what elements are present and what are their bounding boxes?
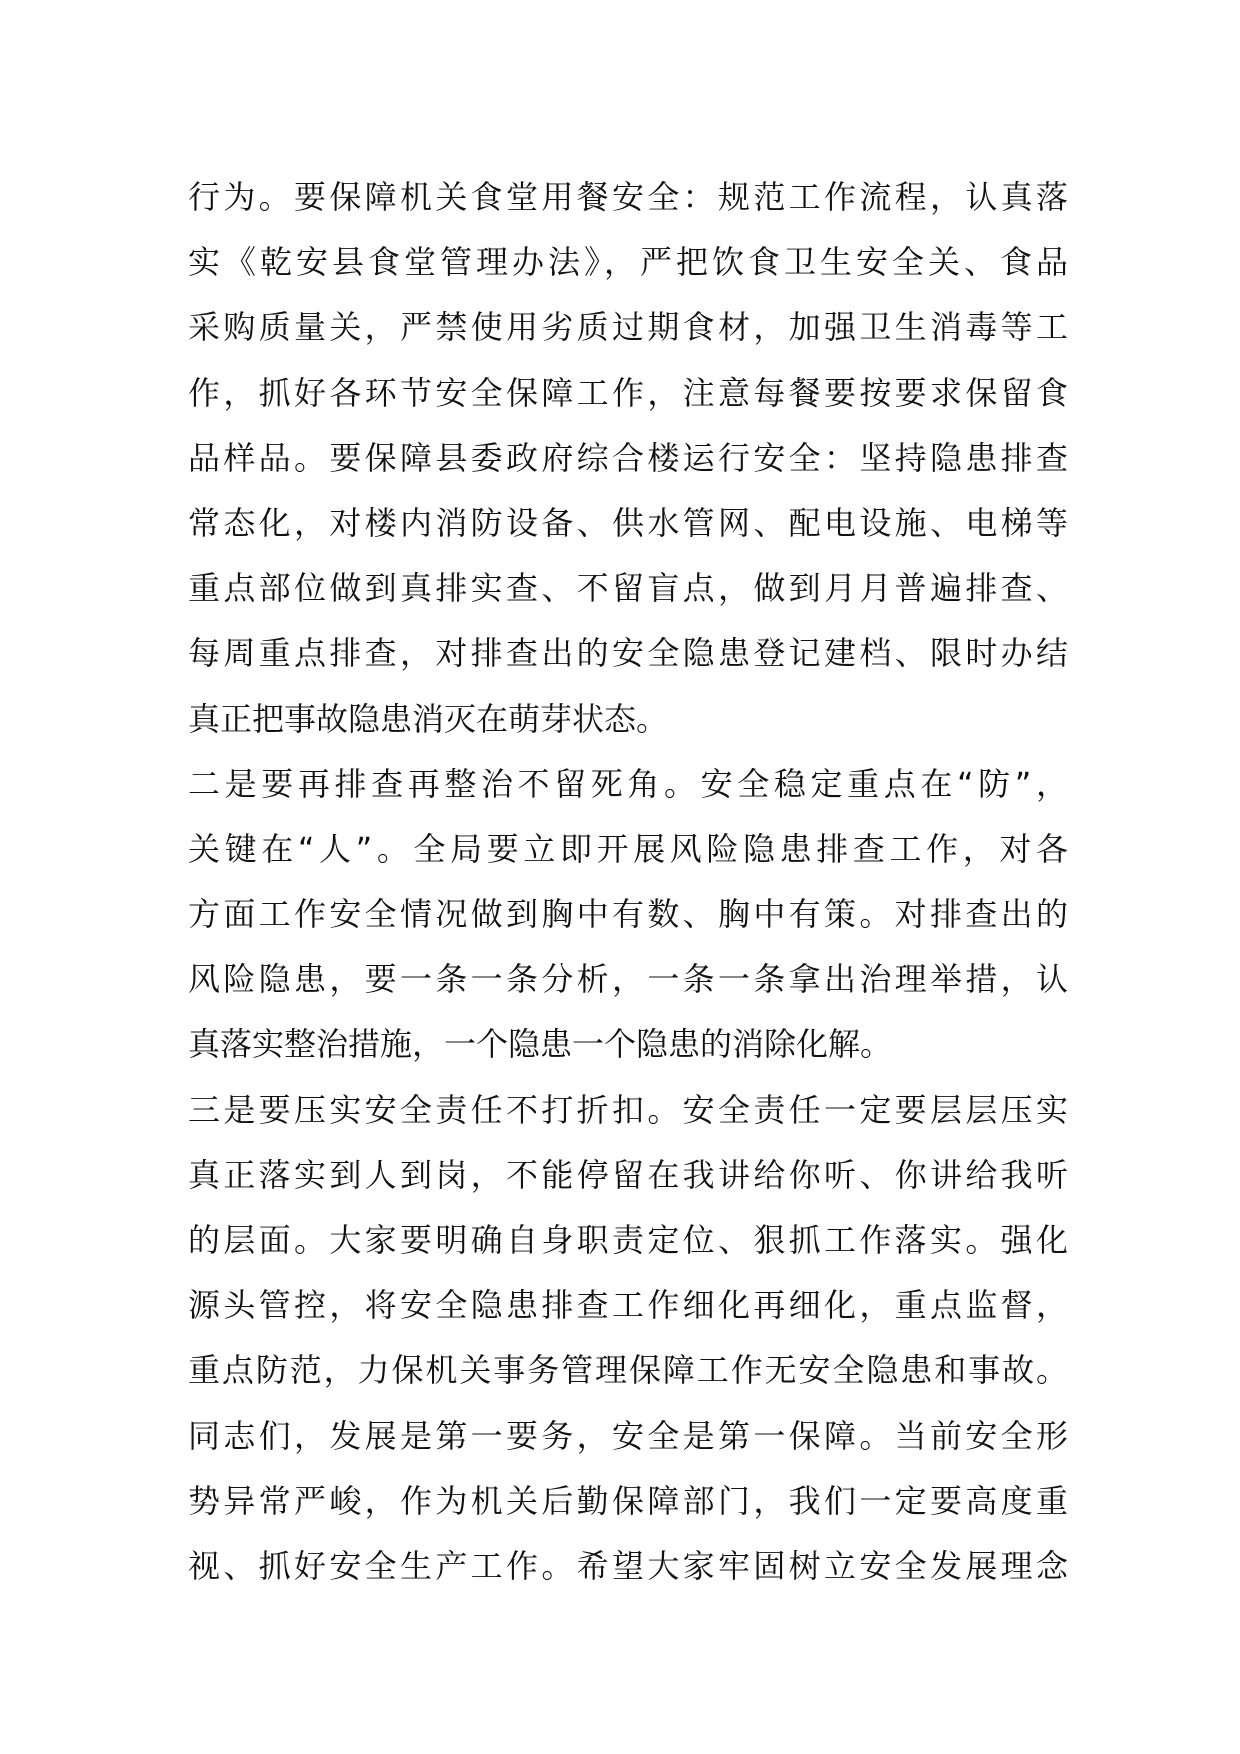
text-line: 品样品。要保障县委政府综合楼运行安全：坚持隐患排查 [188, 438, 1068, 477]
text-line: 二是要再排查再整治不留死角。安全稳定重点在“防”， [188, 764, 1068, 803]
text-line: 每周重点排查，对排查出的安全隐患登记建档、限时办结 [188, 634, 1068, 673]
text-line: 同志们，发展是第一要务，安全是第一保障。当前安全形 [188, 1416, 1068, 1455]
text-line: 关键在“人”。全局要立即开展风险隐患排查工作，对各 [188, 829, 1068, 868]
text-line: 实《乾安县食堂管理办法》，严把饮食卫生安全关、食品 [188, 243, 1068, 282]
text-line: 视、抓好安全生产工作。希望大家牢固树立安全发展理念 [188, 1546, 1068, 1585]
text-line: 真正把事故隐患消灭在萌芽状态。 [188, 699, 669, 738]
text-line: 采购质量关，严禁使用劣质过期食材，加强卫生消毒等工 [188, 308, 1068, 347]
text-line: 势异常严峻，作为机关后勤保障部门，我们一定要高度重 [188, 1481, 1068, 1520]
text-line: 真落实整治措施，一个隐患一个隐患的消除化解。 [188, 1025, 893, 1064]
text-line: 行为。要保障机关食堂用餐安全：规范工作流程，认真落 [188, 178, 1068, 216]
text-line: 源头管控，将安全隐患排查工作细化再细化，重点监督， [188, 1286, 1068, 1325]
text-line: 三是要压实安全责任不打折扣。安全责任一定要层层压实 [188, 1090, 1068, 1129]
text-line: 作，抓好各环节安全保障工作，注意每餐要按要求保留食 [188, 373, 1068, 412]
text-line: 真正落实到人到岗，不能停留在我讲给你听、你讲给我听 [188, 1155, 1068, 1194]
text-line: 重点部位做到真排实查、不留盲点，做到月月普遍排查、 [188, 569, 1068, 608]
text-line: 的层面。大家要明确自身职责定位、狠抓工作落实。强化 [188, 1221, 1068, 1259]
text-line: 重点防范，力保机关事务管理保障工作无安全隐患和事故。 [188, 1351, 1068, 1390]
text-line: 风险隐患，要一条一条分析，一条一条拿出治理举措，认 [188, 960, 1068, 999]
text-line: 方面工作安全情况做到胸中有数、胸中有策。对排查出的 [188, 895, 1068, 934]
text-line: 常态化，对楼内消防设备、供水管网、配电设施、电梯等 [188, 503, 1068, 542]
body-text [188, 165, 1068, 1599]
